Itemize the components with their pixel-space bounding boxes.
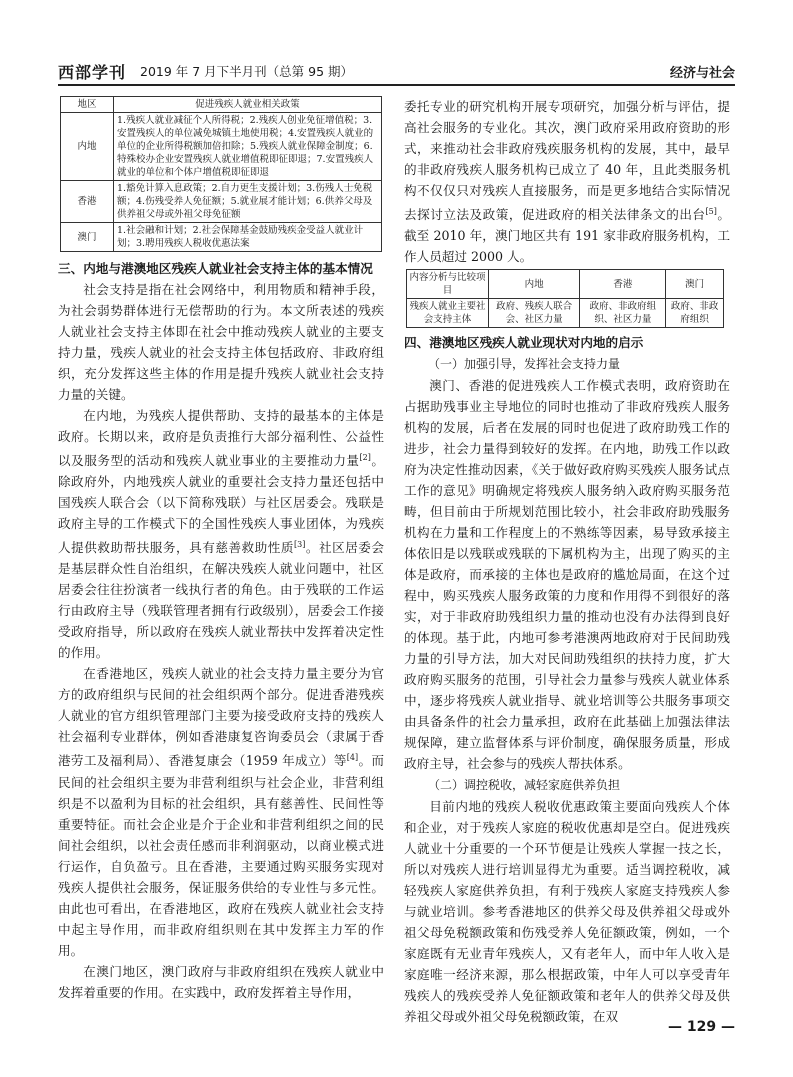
- left-column: [58, 96, 384, 1003]
- paragraph: 社会支持是指在社会网络中，利用物质和精神手段，为社会弱势群体进行无偿帮助的行为。本文所表述的残疾人就业社会支持主体即在社会中推动残疾人就业的主要支持力量，残疾人就业的社会支持主体包括政府、非政府组织，充分发挥这些主体的作用是提升残疾人就业社会支持力量的关键。: [58, 282, 384, 402]
- table-row: [61, 223, 382, 252]
- policy-cell: 1.社会融和计划；2.社会保障基金鼓励残疾金受益人就业计划；3.聘用残疾人税收优惠法案: [114, 223, 382, 252]
- header-rule: [58, 84, 735, 86]
- table-header-cell: 促进残疾人就业相关政策: [114, 97, 382, 113]
- table-cell: 残疾人就业主要社会支持主体: [407, 299, 489, 328]
- section-name: 经济与社会: [669, 66, 735, 81]
- table-cell: 政府、非政府组织、社区力量: [580, 299, 666, 328]
- region-cell: 澳门: [61, 223, 114, 252]
- paragraph: 在香港地区，残疾人就业的社会支持力量主要分为官方的政府组织与民间的社会组织两个部分。促进香港残疾人就业的官方组织管理部门主要为接受政府支持的残疾人社会福利专业群体，例如香港康复咨询委员会（隶属于香港劳工及福利局）、香港复康会（1959 年成立）等[4]。而民间的社会组织主要为非营利组织与社会企业，非营利组织是不以盈利为目标的社会组织，具有慈善性、民间性等重要特征。而社会企业是介于企业和非营利组织之间的民间社会组织，以社会责任感而非利润驱动，以商业模式进行运作，自负盈亏。且在香港，主要通过购买服务实现对残疾人提供社会服务，保证服务供给的专业性与多元性。由此也可看出，在香港地区，政府在残疾人就业社会支持中起主导作用，而非政府组织则在其中发挥主力军的作用。: [58, 666, 384, 958]
- table-row: [61, 181, 382, 223]
- paragraph: 在内地，为残疾人提供帮助、支持的最基本的主体是政府。长期以来，政府是负责推行大部分福利性、公益性以及服务型的活动和残疾人就业事业的主要推动力量[2]。除政府外，内地残疾人就业的重要社会支持力量还包括中国残疾人联合会（以下简称残联）与社区居委会。残联是政府主导的工作模式下的全国性残疾人事业团体，为残疾人提供救助帮扶服务，具有慈善救助性质[3]。社区居委会是基层群众性自治组织，在解决残疾人就业问题中，社区居委会往往扮演者一线执行者的角色。由于残联的工作运行由政府主导（残联管理者拥有行政级别），居委会工作接受政府指导，所以政府在残疾人就业帮扶中发挥着决定性的作用。: [58, 408, 385, 661]
- table-header-cell: 内地: [488, 270, 579, 299]
- policy-cell: 1.豁免计算入息政策；2.自力更生支援计划；3.伤残人士免税额；4.伤残受养人免征额；5.就业展才能计划；6.供养父母及供养祖父母或外祖父母免征额: [114, 181, 382, 223]
- paragraph: 目前内地的残疾人税收优惠政策主要面向残疾人个体和企业，对于残疾人家庭的税收优惠却是空白。促进残疾人就业十分重要的一个环节便是让残疾人掌握一技之长，所以对残疾人进行培训显得尤为重要。适当调控税收，减轻残疾人家庭供养负担，有利于残疾人家庭支持残疾人参与就业培训。参考香港地区的供养父母及供养祖父母或外祖父母免税额政策和伤残受养人免征额政策，例如，一个家庭既有无业青年残疾人，又有老年人，而中年人收入是家庭唯一经济来源，那么根据政策，中年人可以享受青年残疾人的残疾受养人免征额政策和老年人的供养父母及供养祖父母或外祖父母免税额政策，在双: [404, 799, 730, 1025]
- table-header-row: [407, 270, 724, 299]
- policy-cell: 1.残疾人就业减征个人所得税；2.残疾人创业免征增值税；3.安置残疾人的单位减免城镇土地使用税；4.安置残疾人就业的单位的企业所得税额加倍扣除；5.残疾人就业保障金制度；6.特殊校办企业安置残疾人就业增值税即征即退；7.安置残疾人就业的单位和个体户增值税即征即退: [114, 113, 382, 181]
- issue-info: 2019 年 7 月下半月刊（总第 95 期）: [140, 64, 354, 79]
- policy-table: [60, 96, 382, 252]
- journal-logo: 西部学刊: [58, 63, 127, 82]
- right-column: [404, 96, 730, 1027]
- table-cell: 政府、残疾人联合会、社区力量: [488, 299, 579, 328]
- citation: [3]: [294, 540, 306, 550]
- table-header-cell: 地区: [61, 97, 114, 113]
- section-4-title: 四、港澳地区残疾人就业现状对内地的启示: [404, 335, 644, 351]
- table-row: [61, 113, 382, 181]
- table-header-cell: 内容分析与比较项目: [407, 270, 489, 299]
- citation: [4]: [346, 753, 359, 763]
- paragraph: 澳门、香港的促进残疾人工作模式表明，政府资助在占据助残事业主导地位的同时也推动了非政府残疾人服务机构的发展，后者在发展的同时也促进了政府助残工作的进步，社会力量得到较好的发挥。在内地，助残工作以政府为决定性推动因素，《关于做好政府购买残疾人服务试点工作的意见》明确规定将残疾人服务纳入政府购买服务范畴，但目前由于所规划范围比较小，社会非政府助残服务机构在力量和工作程度上的不熟练等因素，易导致承接主体依旧是以残联或残联的下属机构为主，出现了购买的主体是政府，而承接的主体也是政府的尴尬局面，在这个过程中，购买残疾人服务政策的力度和作用得不到很好的落实，对于非政府助残组织力量的推动也没有办法得到良好的体现。基于此，内地可参考港澳两地政府对于民间助残力量的引导方法，加大对民间助残组织的扶持力度，扩大政府购买服务的范围，引导社会力量参与残疾人就业体系中，逐步将残疾人就业指导、就业培训等公共服务事项交由具备条件的社会力量承担，政府在此基础上加强法律法规保障，建立监督体系与评价制度，确保服务质量，形成政府主导，社会参与的残疾人帮扶体系。: [404, 378, 730, 772]
- page-number: — 129 —: [668, 1019, 735, 1035]
- section-3-title: 三、内地与港澳地区残疾人就业社会支持主体的基本情况: [58, 261, 373, 276]
- table-header-cell: 澳门: [666, 270, 724, 299]
- paragraph: 委托专业的研究机构开展专项研究，加强分析与评估，提高社会服务的专业化。其次，澳门政府采用政府资助的形式，来推动社会非政府残疾服务机构的发展，其中，最早的非政府残疾人服务机构已成立了 40 年，且此类服务机构不仅仅只对残疾人直接服务，而是更多地结合实际情况去探讨立法及政策，促进政府的相关法律条文的出台[5]。截至 2010 年，澳门地区共有 191 家非政府服务机构，工作人员超过 2000 人。: [404, 99, 731, 265]
- subsection-2-title: （二）调控税收，减轻家庭供养负担: [428, 778, 621, 793]
- subsection-1-title: （一）加强引导，发挥社会支持力量: [428, 357, 621, 372]
- region-cell: 内地: [61, 113, 114, 181]
- region-cell: 香港: [61, 181, 114, 223]
- table-row: [407, 299, 724, 328]
- table-header-cell: 香港: [580, 270, 666, 299]
- comparison-table: [406, 269, 724, 328]
- table-cell: 政府、非政府组织: [666, 299, 724, 328]
- table-header-row: [61, 97, 382, 113]
- citation: [5]: [705, 207, 717, 216]
- page-header: [58, 58, 735, 84]
- paragraph: 在澳门地区，澳门政府与非政府组织在残疾人就业中发挥着重要的作用。在实践中，政府发挥着主导作用，: [58, 963, 384, 1000]
- citation: [2]: [359, 453, 371, 462]
